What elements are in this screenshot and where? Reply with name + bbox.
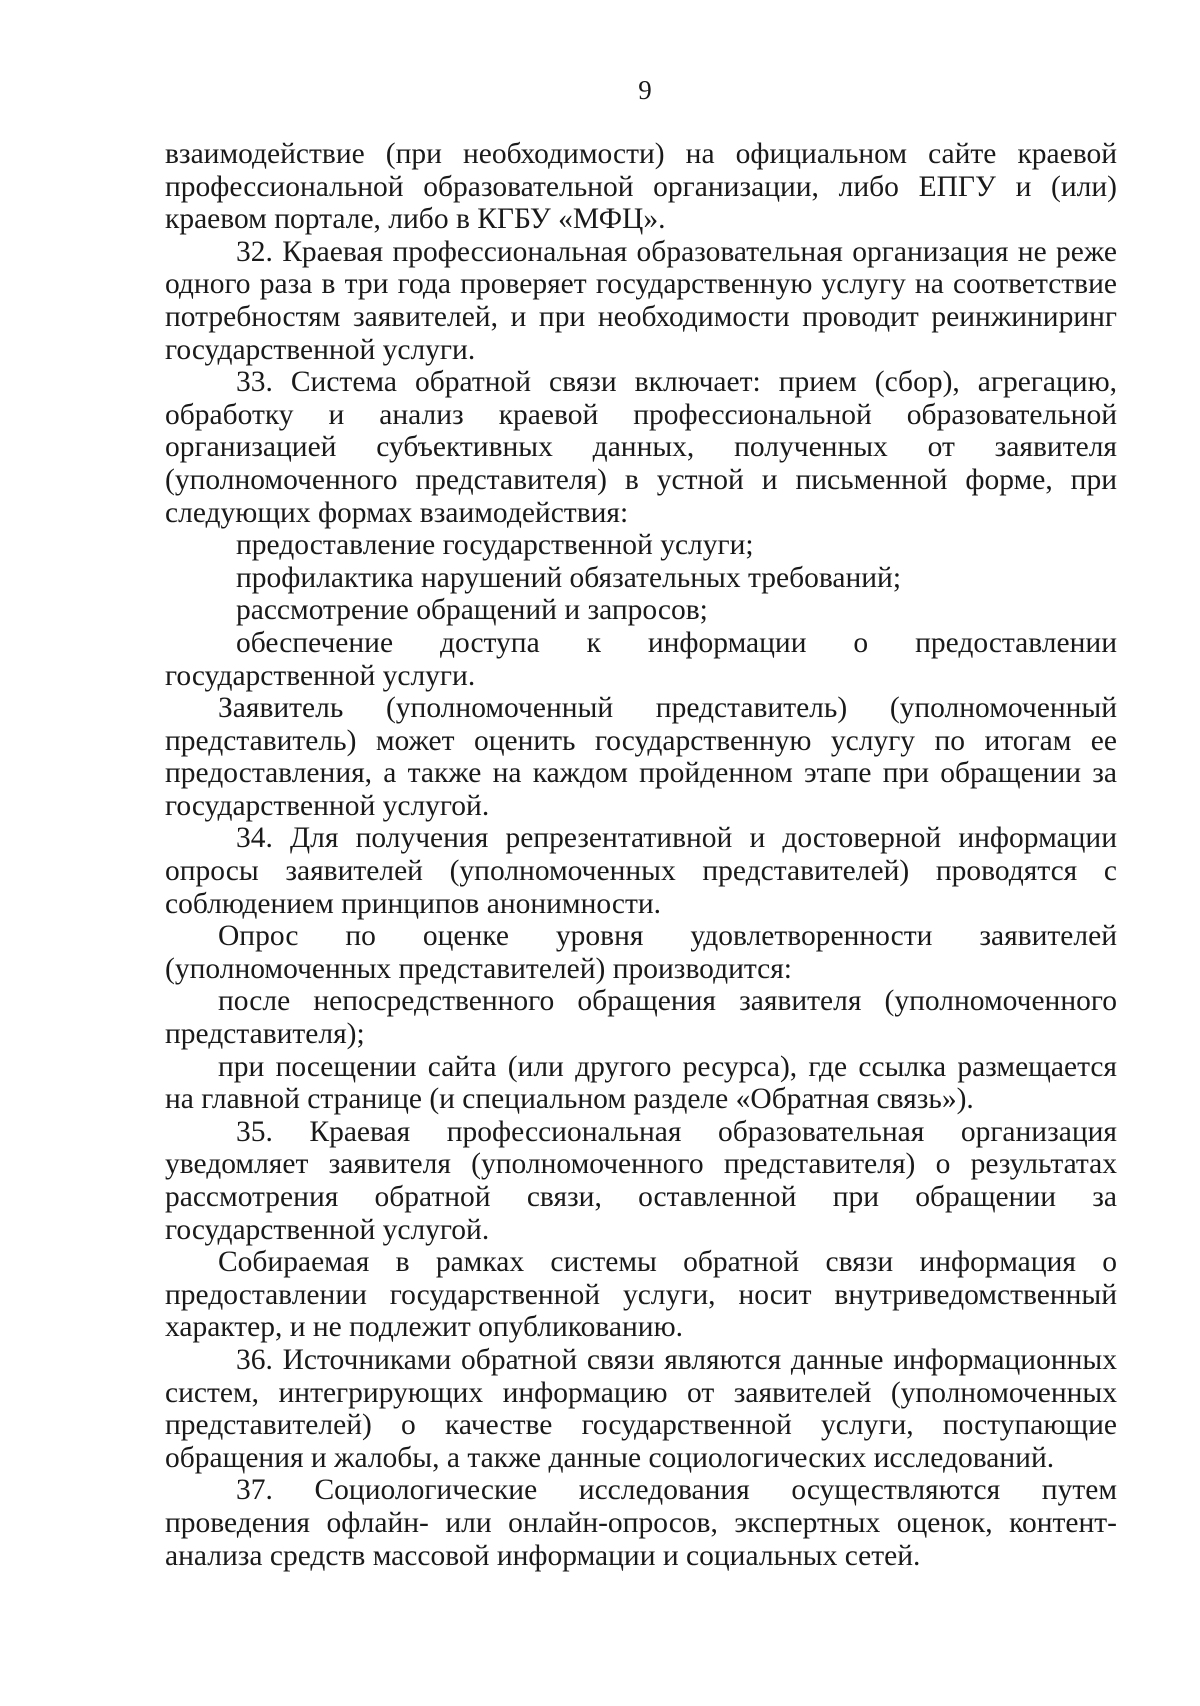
list-item: профилактика нарушений обязательных требований; [236, 561, 902, 594]
list-item: рассмотрение обращений и запросов; [236, 594, 708, 627]
paragraph-37: 37. Социологические исследования осуществляются путем проведения офлайн- или онлайн-опросов, экспертных оценок, контент-анализа средств массовой информации и социальных сетей. [165, 1474, 1117, 1572]
page-number: 9 [638, 75, 652, 105]
paragraph-34: 34. Для получения репрезентативной и достоверной информации опросы заявителей (уполномоченных представителей) проводятся с соблюдением принципов анонимности. [165, 822, 1117, 920]
paragraph: Опрос по оценке уровня удовлетворенности заявителей (уполномоченных представителей) производится: [165, 920, 1117, 985]
paragraph-35: 35. Краевая профессиональная образовательная организация уведомляет заявителя (уполномоченного представителя) о результатах рассмотрения обратной связи, оставленной при обращении за государственной услугой. [165, 1115, 1117, 1246]
list-item: при посещении сайта (или другого ресурса), где ссылка размещается на главной странице (и специальном разделе «Обратная связь»). [165, 1050, 1117, 1116]
list-item: предоставление государственной услуги; [236, 529, 754, 562]
paragraph-33: 33. Система обратной связи включает: прием (сбор), агрегацию, обработку и анализ краевой профессиональной образовательной организацией субъективных данных, полученных от заявителя (уполномоченного представителя) в устной и письменной форме, при следующих формах взаимодействия: [165, 366, 1117, 529]
list-item: обеспечение доступа к информации о предоставлении государственной услуги. [165, 626, 1117, 692]
paragraph-32: 32. Краевая профессиональная образовательная организация не реже одного раза в три года проверяет государственную услугу на соответствие потребностям заявителей, и при необходимости проводит реинжиниринг государственной услуги. [165, 235, 1117, 366]
list-item: после непосредственного обращения заявителя (уполномоченного представителя); [165, 985, 1117, 1051]
paragraph: взаимодействие (при необходимости) на официальном сайте краевой профессиональной образовательной организации, либо ЕПГУ и (или) краевом портале, либо в КГБУ «МФЦ». [165, 138, 1117, 236]
paragraph: Собираемая в рамках системы обратной связи информация о предоставлении государственной услуги, носит внутриведомственный характер, и не подлежит опубликованию. [165, 1246, 1117, 1344]
paragraph-36: 36. Источниками обратной связи являются данные информационных систем, интегрирующих информацию от заявителей (уполномоченных представителей) о качестве государственной услуги, поступающие обращения и жалобы, а также данные социологических исследований. [165, 1343, 1117, 1474]
paragraph: Заявитель (уполномоченный представитель) (уполномоченный представитель) может оценить государственную услугу по итогам ее предоставления, а также на каждом пройденном этапе при обращении за государственной услугой. [165, 692, 1117, 822]
document-body [165, 138, 1117, 1572]
